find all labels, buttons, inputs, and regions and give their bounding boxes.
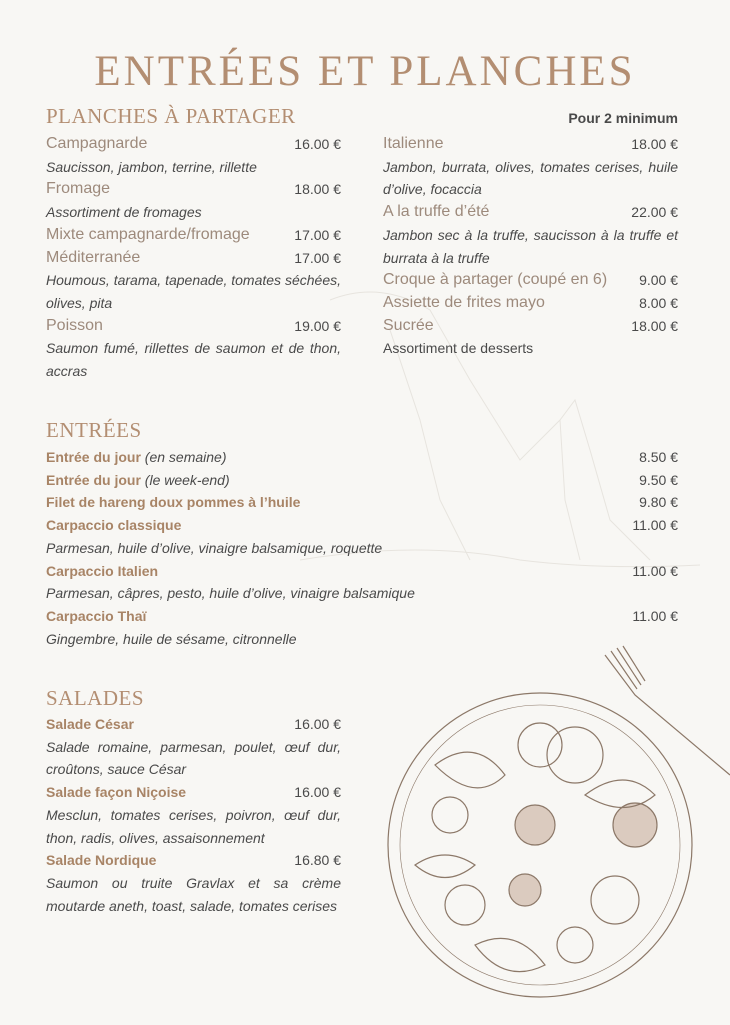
menu-item-description: Assortiment de fromages [46,204,202,221]
menu-item-name [46,224,250,247]
menu-item-price: 11.00 € [632,607,678,624]
item-name-text: Salade César [46,716,134,732]
menu-item-name [383,292,545,315]
item-note: (en semaine) [144,449,227,465]
menu-item-row [46,560,678,583]
menu-item-row [46,781,341,804]
page-title: ENTRÉES ET PLANCHES [94,47,636,95]
item-name-text: Entrée du jour [46,449,141,465]
menu-item-row [46,224,341,247]
menu-item-name [46,446,227,469]
item-name-text: Assiette de frites mayo [383,293,545,311]
menu-item-name [46,514,181,537]
menu-item-price: 11.00 € [632,562,678,579]
menu-item-price: 22.00 € [631,204,678,221]
menu-item-row [46,469,678,492]
menu-item-row [46,491,678,514]
section-heading-planches: PLANCHES À PARTAGER [46,104,296,128]
menu-item-row [383,269,678,292]
menu-item-price: 19.00 € [294,317,341,334]
menu-item-price: 9.80 € [639,494,678,511]
menu-item-name [46,605,146,628]
planches-right-column [383,133,678,360]
item-name-text: Campagnarde [46,135,148,152]
menu-item-name [46,491,300,514]
menu-item-description: Gingembre, huile de sésame, citronnelle [46,630,297,647]
item-name-text: Mixte campagnarde/fromage [46,225,250,243]
menu-item-name [383,315,434,338]
menu-item-name [46,469,230,492]
item-name-text: Fromage [46,180,111,198]
menu-item-price: 17.00 € [294,226,341,243]
menu-item-description: Saumon ou truite Gravlax et sa crème moutarde aneth, toast, salade, tomates cerises [46,874,341,914]
menu-item-name [383,201,489,224]
menu-item-description: Houmous, tarama, tapenade, tomates séchées, olives, pita [46,272,341,311]
menu-item-row [383,201,678,224]
item-name-text: Carpaccio classique [46,517,182,534]
menu-item-row [383,133,678,156]
item-name-text: Méditerranée [46,248,141,266]
item-name-text: Carpaccio Thaï [46,607,147,624]
item-name-text: Poisson [46,316,103,334]
menu-item-name [46,247,140,270]
menu-item-row [46,446,678,469]
item-name-text: Filet de hareng doux pommes à l’huile [46,494,301,511]
menu-item-description: Jambon, burrata, olives, tomates cerises, huile d’olive, focaccia [383,158,678,198]
menu-item-row [46,247,341,270]
menu-item-row [383,292,678,315]
item-name-text: Croque à partager (coupé en 6) [383,271,608,289]
item-name-text: Salade façon Niçoise [46,784,187,801]
minimum-note: Pour 2 minimum [568,110,678,126]
menu-item-description: Jambon sec à la truffe, saucisson à la truffe et burrata à la truffe [383,226,678,266]
menu-item-name [46,781,186,804]
item-name-text: Salade Nordique [46,852,157,869]
planches-left-column [46,133,341,383]
menu-item-name [46,713,134,736]
salad-plate-illustration [375,645,730,1025]
menu-item-name [383,269,607,292]
menu-item-description: Parmesan, câpres, pesto, huile d’olive, vinaigre balsamique [46,585,415,602]
menu-item-price: 18.00 € [631,317,678,334]
menu-item-description: Mesclun, tomates cerises, poivron, œuf dur, thon, radis, olives, assaisonnement [46,806,341,846]
menu-item-row [46,133,341,156]
menu-item-description: Parmesan, huile d’olive, vinaigre balsamique, roquette [46,539,383,556]
menu-item-price: 16.00 € [294,784,341,801]
menu-item-row [46,315,341,338]
item-name-text: Entrée du jour [46,471,141,488]
menu-item-price: 18.00 € [294,181,341,198]
item-name-text: Carpaccio Italien [46,562,159,579]
menu-item-description: Assortiment de desserts [383,340,534,357]
section-heading-entrees: ENTRÉES [46,418,142,442]
menu-item-name [46,178,110,201]
menu-item-price: 18.00 € [631,136,678,152]
menu-item-price: 16.00 € [294,136,341,152]
item-name-text: A la truffe d’été [383,203,490,221]
menu-item-description: Salade romaine, parmesan, poulet, œuf dur, croûtons, sauce César [46,738,341,778]
menu-item-price: 8.50 € [639,449,678,465]
item-name-text: Italienne [383,135,444,152]
menu-item-row [46,514,678,537]
menu-item-name [383,133,444,156]
menu-item-price: 17.00 € [294,249,341,266]
menu-item-price: 9.50 € [639,471,678,488]
menu-item-row [46,849,341,872]
menu-item-row [46,178,341,201]
menu-item-price: 9.00 € [639,272,678,289]
menu-item-price: 11.00 € [632,517,678,534]
menu-item-name [46,315,103,338]
item-note: (le week-end) [144,471,230,488]
menu-item-name [46,560,158,583]
salades-list [46,713,341,917]
menu-item-name [46,849,156,872]
menu-item-price: 16.80 € [294,852,341,869]
menu-item-row [46,605,678,628]
menu-item-price: 8.00 € [639,294,678,311]
section-heading-salades: SALADES [46,686,145,710]
menu-item-row [46,713,341,736]
menu-item-description: Saumon fumé, rillettes de saumon et de thon, accras [46,340,341,380]
menu-item-row [383,315,678,338]
entrees-list [46,446,678,650]
menu-item-price: 16.00 € [294,716,341,732]
item-name-text: Sucrée [383,316,434,334]
menu-item-description: Saucisson, jambon, terrine, rillette [46,158,257,175]
menu-item-name [46,133,147,156]
